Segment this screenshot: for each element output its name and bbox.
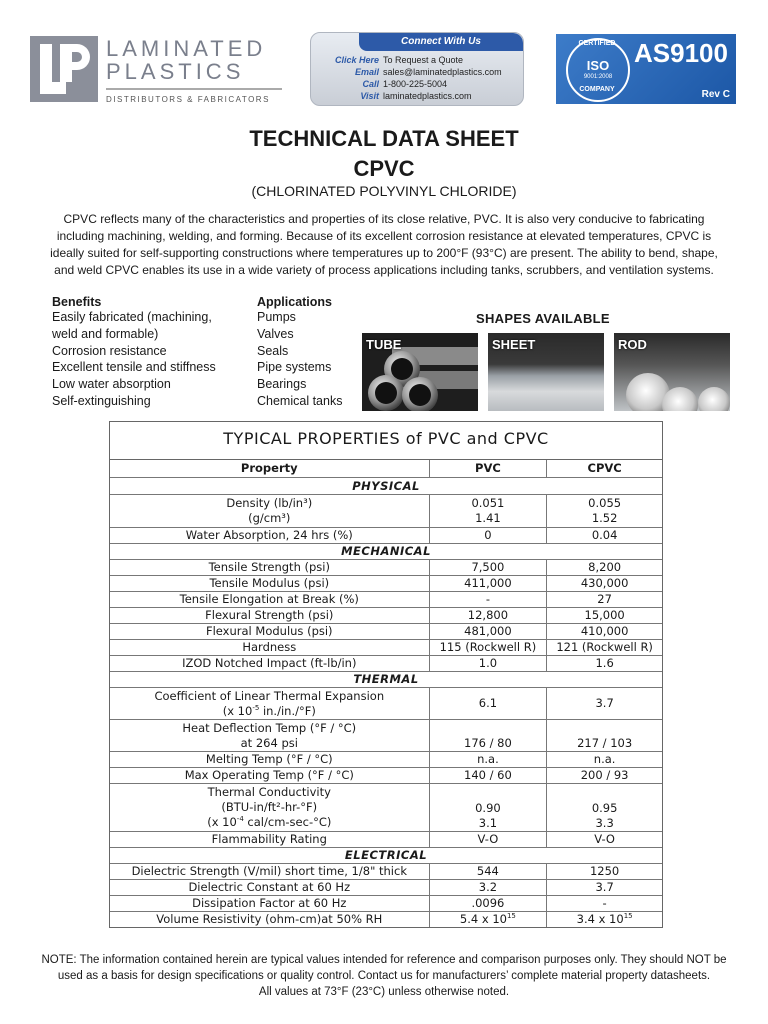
quote-link[interactable]: Click Here To Request a Quote — [334, 55, 464, 65]
cert-iso-standard: 9001:2008 — [583, 74, 613, 80]
table-row: Heat Deflection Temp (°F / °C) at 264 psi 176 / 80 217 / 103 — [110, 720, 662, 752]
sheet-image — [488, 333, 604, 411]
tube-label: TUBE — [366, 337, 402, 352]
list-item: Corrosion resistance — [52, 343, 167, 358]
table-row: Melting Temp (°F / °C) n.a. n.a. — [110, 752, 662, 768]
table-row: Tensile Strength (psi) 7,500 8,200 — [110, 560, 662, 576]
section-thermal: THERMAL — [110, 672, 662, 688]
table-title: TYPICAL PROPERTIES of PVC and CPVC — [110, 422, 662, 460]
section-physical: PHYSICAL — [110, 478, 662, 495]
material-title: CPVC — [353, 156, 415, 181]
table-header-row — [110, 460, 662, 478]
list-item: Chemical tanks — [257, 393, 343, 408]
list-item: Self-extinguishing — [52, 393, 151, 408]
table-row: Max Operating Temp (°F / °C) 140 / 60 200 / 93 — [110, 768, 662, 784]
connect-box — [310, 32, 524, 106]
table-row: IZOD Notched Impact (ft-lb/in) 1.0 1.6 — [110, 656, 662, 672]
list-item: Pipe systems — [257, 360, 332, 375]
section-electrical: ELECTRICAL — [110, 848, 662, 864]
table-row: Dissipation Factor at 60 Hz .0096 - — [110, 896, 662, 912]
benefits-list — [52, 295, 242, 410]
list-item: Bearings — [257, 377, 307, 392]
section-mechanical: MECHANICAL — [110, 544, 662, 560]
logo-divider — [106, 88, 282, 90]
rod-label: ROD — [618, 337, 647, 352]
rod-image — [614, 333, 730, 411]
list-item: Low water absorption — [52, 377, 171, 392]
certification-badge — [556, 34, 736, 104]
benefits-heading: Benefits — [52, 295, 102, 309]
as9100-label: AS9100 — [634, 38, 728, 68]
table-row: Flexural Strength (psi) 12,800 15,000 — [110, 608, 662, 624]
cert-top-text: CERTIFIED — [578, 40, 616, 47]
email-link[interactable]: Email sales@laminatedplastics.com — [354, 67, 502, 77]
rev-label: Rev C — [701, 89, 730, 100]
table-row: Coefficient of Linear Thermal Expansion (x $10^{-5}$ in./in./°F) 6.1 3.7 — [110, 688, 662, 720]
page-title: TECHNICAL DATA SHEET — [249, 126, 519, 151]
table-row: Flexural Modulus (psi) 481,000 410,000 — [110, 624, 662, 640]
website-link[interactable]: Visit laminatedplastics.com — [360, 91, 472, 101]
table-row: Dielectric Constant at 60 Hz 3.2 3.7 — [110, 880, 662, 896]
table-row: Water Absorption, 24 hrs (%) 0 0.04 — [110, 528, 662, 544]
logo-word-laminated: LAMINATED — [106, 36, 267, 61]
company-logo — [30, 34, 282, 106]
cert-iso-text: ISO — [586, 58, 610, 73]
applications-heading: Applications — [257, 295, 333, 309]
table-row: Tensile Modulus (psi) 411,000 430,000 — [110, 576, 662, 592]
material-subtitle: (CHLORINATED POLYVINYL CHLORIDE) — [251, 183, 517, 199]
table-row: Hardness 115 (Rockwell R) 121 (Rockwell R) — [110, 640, 662, 656]
list-item: Excellent tensile and stiffness — [52, 360, 216, 375]
list-item: Pumps — [257, 310, 296, 324]
lp-logo-mark — [30, 36, 98, 102]
phone-link[interactable]: Call 1-800-225-5004 — [362, 79, 448, 89]
table-row: Density (lb/in³) (g/cm³) 0.051 1.41 0.055 1.52 — [110, 495, 662, 528]
logo-tagline: DISTRIBUTORS & FABRICATORS — [106, 95, 270, 104]
table-row: Volume Resistivity (ohm-cm)at 50% RH 5.4 x $10^{15}$ 3.4 x $10^{15}$ — [110, 912, 662, 928]
list-item: Valves — [257, 326, 294, 341]
cert-bottom-text: COMPANY — [579, 86, 615, 93]
table-row: Thermal Conductivity (BTU-in/ft²-hr-°F) (x $10^{-4}$ cal/cm-sec-°C) 0.90 3.1 0.95 3.3 — [110, 784, 662, 832]
table-row: Flammability Rating V-O V-O — [110, 832, 662, 848]
list-item: Easily fabricated (machining, — [52, 310, 212, 324]
header-cpvc: CPVC — [547, 460, 662, 478]
disclaimer-note: NOTE: The information contained herein are typical values intended for reference and comparison purposes only. They should NOT be used as a basis for design specifications or quality control. Contact us for manufacturers’ complete material property datasheets. All values at 73°F (23°C) unless otherwise noted. — [41, 954, 727, 998]
list-item: Seals — [257, 343, 289, 358]
intro-paragraph: CPVC reflects many of the characteristics and properties of its close relative, PVC. It is also very conducive to fabricating including machining, welding, and forming. Because of its excellent corrosion resistance at elevated temperatures, CPVC is ideally suited for self-supporting constructions where temperatures up to 200°F (93°C) are present. The ability to bend, shape, and weld CPVC enables its use in a wide variety of process applications including tanks, scrubbers, and ventilation systems. — [50, 212, 718, 277]
properties-table — [109, 421, 663, 928]
logo-word-plastics: PLASTICS — [106, 59, 245, 84]
header-pvc: PVC — [429, 460, 547, 478]
applications-list — [257, 295, 357, 410]
table-row: Dielectric Strength (V/mil) short time, 1/8" thick 544 1250 — [110, 864, 662, 880]
table-row: Tensile Elongation at Break (%) - 27 — [110, 592, 662, 608]
tube-image — [362, 333, 478, 411]
header-property: Property — [110, 460, 429, 478]
sheet-label: SHEET — [492, 337, 536, 352]
shapes-heading: SHAPES AVAILABLE — [476, 311, 610, 326]
list-item: weld and formable) — [52, 326, 159, 341]
connect-title: Connect With Us — [359, 33, 523, 51]
